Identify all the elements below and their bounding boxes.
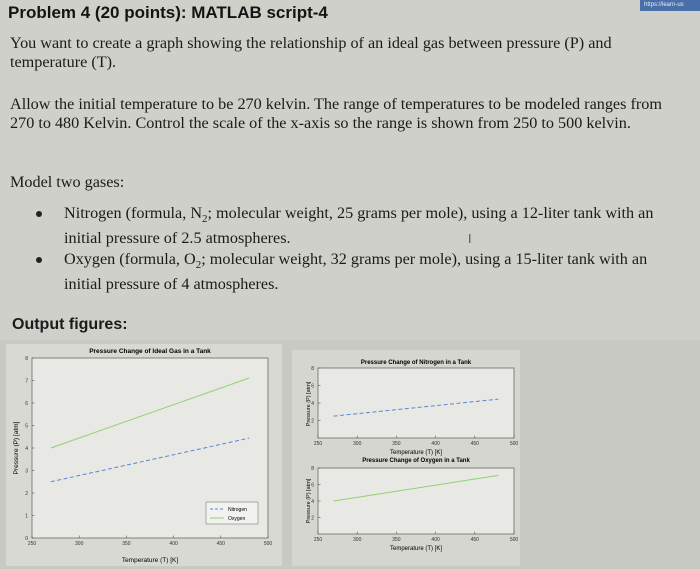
x-tick-label: 250 — [313, 441, 323, 447]
bullet-icon — [36, 257, 42, 263]
bullet-text-post: ; molecular weight, 32 grams per mole), using a 15-liter tank with an initial pressure of 4 atmospheres. — [64, 250, 648, 294]
figure3-xlabel: Temperature (T) [K] — [389, 546, 443, 552]
y-tick-label: 6 — [311, 482, 314, 489]
x-tick-label: 350 — [122, 541, 131, 547]
legend-oxygen-label: Oxygen — [228, 516, 246, 522]
list-item — [36, 250, 686, 294]
y-tick-label: 4 — [25, 446, 28, 452]
x-tick-label: 300 — [75, 541, 84, 547]
y-tick-label: 1 — [25, 513, 28, 520]
figure3-title: Pressure Change of Oxygen in a Tank — [362, 458, 470, 464]
x-tick-label: 400 — [431, 537, 440, 543]
x-tick-label: 450 — [470, 441, 479, 447]
list-item — [36, 204, 686, 248]
bullet-icon — [36, 211, 42, 217]
y-tick-label: 8 — [311, 466, 314, 472]
y-tick-label: 2 — [25, 491, 28, 497]
y-tick-label: 6 — [25, 401, 28, 407]
x-tick-label: 300 — [353, 441, 362, 447]
figure1-ylabel: Pressure (P) [atm] — [13, 421, 20, 475]
output-figures — [0, 340, 700, 569]
x-tick-label: 500 — [509, 537, 519, 543]
x-tick-label: 400 — [431, 441, 440, 447]
legend-nitrogen-label: Nitrogen — [228, 507, 247, 513]
y-tick-label: 4 — [311, 499, 314, 505]
bullet-text-pre: Nitrogen (formula, N — [64, 204, 203, 222]
figure3-ylabel: Pressure (P) [atm] — [306, 478, 312, 524]
y-tick-label: 0 — [25, 536, 28, 542]
problem-title: Problem 4 (20 points): MATLAB script-4 — [8, 3, 328, 22]
bullet-text-post: ; molecular weight, 25 grams per mole), using a 12-liter tank with an initial pressure of 2.5 atmospheres. — [64, 204, 654, 248]
y-tick-label: 7 — [25, 378, 28, 385]
bullet-text-pre: Oxygen (formula, O — [64, 250, 196, 269]
browser-url-tab[interactable]: https://learn-us — [640, 0, 700, 11]
figure2-xlabel: Temperature (T) [K] — [389, 450, 443, 456]
y-tick-label: 8 — [311, 366, 314, 372]
y-tick-label: 2 — [311, 418, 314, 425]
x-tick-label: 450 — [216, 541, 225, 547]
y-tick-label: 5 — [25, 423, 28, 430]
figure1-xlabel: Temperature (T) [K] — [121, 557, 179, 564]
text-cursor-icon: I — [468, 232, 472, 246]
x-tick-label: 300 — [353, 537, 362, 543]
y-tick-label: 4 — [311, 401, 314, 407]
x-tick-label: 350 — [392, 537, 401, 543]
x-tick-label: 250 — [27, 541, 37, 547]
bullet-subscript: 2 — [195, 259, 202, 272]
x-tick-label: 250 — [313, 537, 323, 543]
x-tick-label: 350 — [392, 441, 401, 447]
figure2-title: Pressure Change of Nitrogen in a Tank — [360, 360, 472, 366]
y-tick-label: 2 — [311, 515, 314, 522]
y-tick-label: 8 — [25, 356, 28, 362]
range-paragraph: Allow the initial temperature to be 270 kelvin. The range of temperatures to be modeled ranges from 270 to 480 Kelvin. Control the scale of the x-axis so the range is shown from 250 to 500 kelvin. — [10, 95, 662, 132]
bullet-subscript: 2 — [202, 213, 208, 226]
figure1-legend — [206, 502, 258, 524]
x-tick-label: 450 — [470, 537, 479, 543]
y-tick-label: 3 — [25, 468, 28, 475]
gas-list — [36, 204, 686, 295]
figure1-title: Pressure Change of Ideal Gas in a Tank — [89, 348, 211, 355]
model-paragraph: Model two gases: — [10, 173, 125, 191]
output-figures-heading: Output figures: — [12, 316, 128, 333]
figure2-ylabel: Pressure (P) [atm] — [306, 381, 312, 427]
x-tick-label: 400 — [169, 541, 178, 547]
y-tick-label: 6 — [311, 383, 314, 390]
intro-paragraph: You want to create a graph showing the relationship of an ideal gas between pressure (P) and temperature (T). — [10, 34, 612, 71]
x-tick-label: 500 — [509, 441, 519, 447]
x-tick-label: 500 — [263, 541, 273, 547]
